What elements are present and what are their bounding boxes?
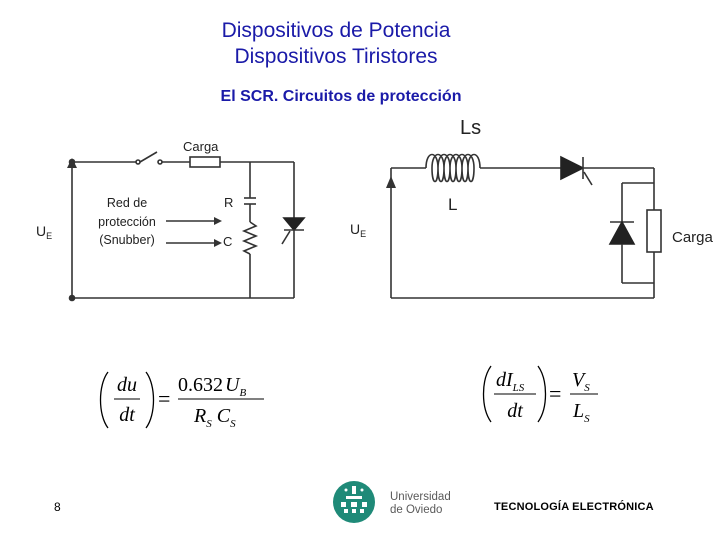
right-load-label: Carga — [672, 229, 713, 246]
formula-left-paren-open — [101, 372, 109, 428]
formula-right-vs: $V_S$ — [572, 369, 590, 394]
left-node-top — [70, 160, 75, 165]
left-scr-gate — [282, 231, 290, 244]
slide-subtitle: El SCR. Circuitos de protección — [220, 88, 462, 105]
snubber-c-label: C — [223, 234, 233, 249]
formula-right-dt: dt — [507, 400, 523, 422]
right-scr-gate — [584, 172, 592, 185]
formula-right-paren-close — [538, 366, 546, 422]
snubber-label-line1: Red de — [106, 196, 148, 210]
page-number: 8 — [54, 500, 61, 514]
freewheel-diode — [610, 222, 634, 244]
formula-left-numerator: 0.632 $U_B$ — [178, 374, 247, 399]
formula-right-equals: = — [549, 381, 562, 406]
snubber-label-line2: protección — [98, 215, 156, 229]
right-scr-symbol — [561, 157, 583, 179]
formula-du-dt — [101, 372, 265, 430]
snubber-r-label: R — [224, 195, 234, 210]
right-source-label: $U_E$ — [350, 221, 367, 239]
formula-left-dt: dt — [119, 404, 135, 426]
snubber-label-line3: (Snubber) — [99, 233, 155, 247]
left-load-label: Carga — [183, 139, 219, 154]
snubber-resistor-zigzag — [244, 222, 256, 254]
left-scr-symbol — [284, 218, 304, 230]
formula-dils-dt — [484, 366, 599, 425]
formula-right-ls: $L_S$ — [573, 400, 590, 425]
formula-left-equals: = — [158, 386, 171, 411]
switch-contact-2 — [158, 160, 162, 164]
title-line-1: Dispositivos de Potencia — [221, 19, 451, 42]
switch-blade — [140, 152, 157, 162]
switch-contact-1 — [136, 160, 140, 164]
formula-right-dils: $dI_{LS}$ — [496, 369, 525, 394]
left-load-resistor — [190, 157, 220, 167]
formula-left-denominator: $R_S$ $C_S$ — [194, 405, 236, 430]
formula-left-paren-close — [146, 372, 154, 428]
right-inductor-circuit — [386, 155, 661, 299]
formula-left-du: du — [117, 374, 137, 396]
left-source-label: $U_E$ — [36, 223, 53, 241]
ls-label: Ls — [460, 117, 482, 139]
university-logo — [333, 481, 375, 523]
university-name — [390, 491, 451, 517]
university-name-line1: Universidad — [390, 491, 451, 503]
inductor-coil — [426, 155, 480, 182]
university-name-line2: de Oviedo — [390, 504, 443, 516]
title-line-2: Dispositivos Tiristores — [234, 45, 438, 68]
formula-right-paren-open — [484, 366, 492, 422]
right-load-resistor — [647, 210, 661, 252]
footer-department: TECNOLOGÍA ELECTRÓNICA — [494, 501, 654, 513]
l-label: L — [448, 195, 458, 214]
